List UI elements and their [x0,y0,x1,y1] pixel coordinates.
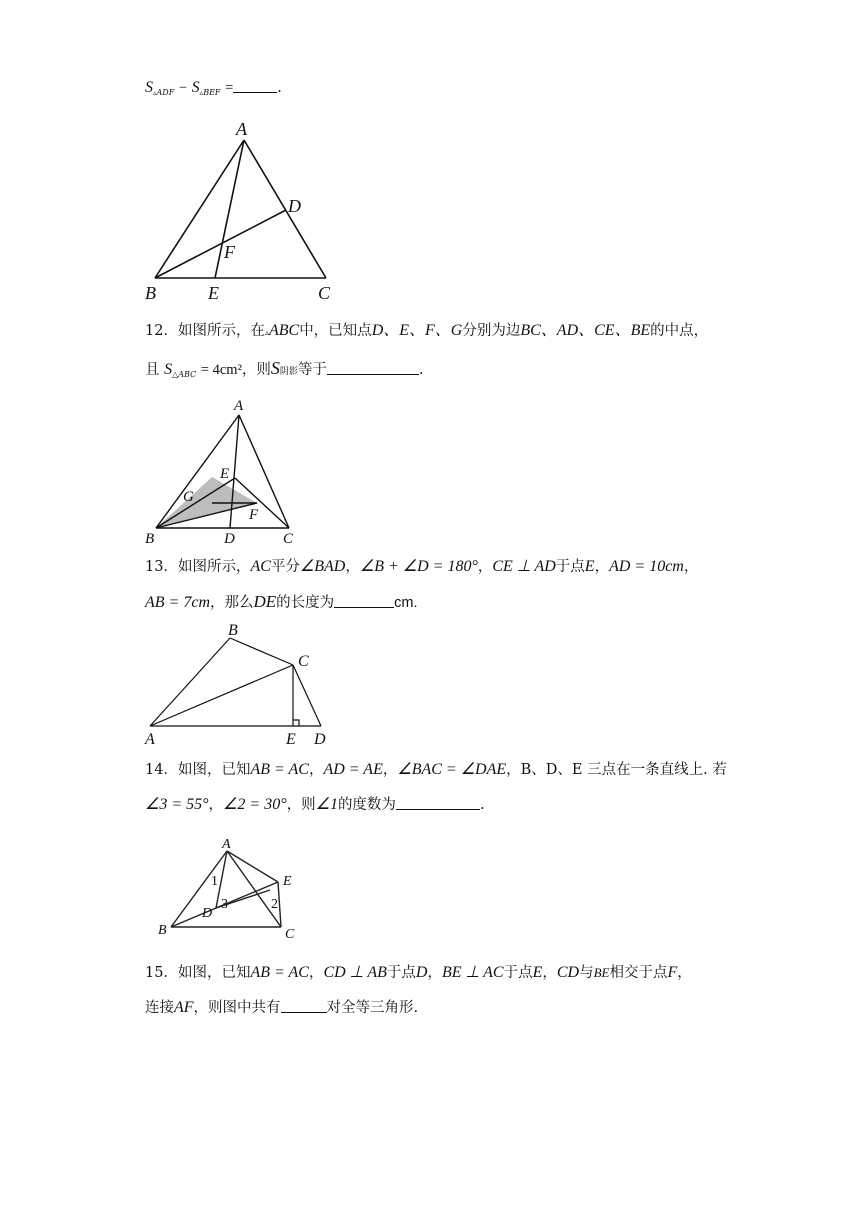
q12-line1: 12．如图所示，在▵ABC中，已知点D、E、F、G分别为边BC、AD、CE、BE的中点， [145,322,709,339]
text: 中，已知点 [299,323,372,339]
label-F: F [249,507,259,523]
area-subscript: ADF [156,88,175,97]
label-F: F [224,242,235,262]
segment: CD [556,964,580,981]
point-names: D、E、F、G [371,322,463,339]
figure-quadrilateral-abcd [140,618,340,748]
label-D: D [202,906,213,921]
text: 于点 [555,559,585,575]
area-subscript: 阴影 [279,367,298,377]
label-E: E [283,874,292,889]
unit: cm. [394,595,418,611]
text: ，B、D、E 三点在一条直线上. 若 [506,762,727,778]
text: 于点 [386,965,416,981]
equation: AB = AC [250,964,309,981]
label-C: C [285,927,295,942]
point: D [415,964,428,981]
label-D: D [314,731,326,748]
label-A: A [234,398,244,414]
triangle-name: ABC [268,322,300,339]
text: ， [427,965,442,981]
label-B: B [228,622,238,639]
side-names: BC、AD、CE、BE [520,322,651,339]
label-E: E [208,283,219,303]
label-E: E [220,466,230,482]
angle: ∠BAD [299,558,346,575]
text: ， [382,762,398,778]
text: ，那么 [210,595,254,611]
q15-line2 [145,998,418,1018]
text: ，则 [241,362,271,378]
label-A: A [222,837,231,852]
text: ， [477,559,493,575]
question-number: 14． [145,762,178,778]
label-C: C [318,283,331,303]
text: ， [345,559,360,575]
perpendicular: BE ⊥ AC [441,964,504,981]
answer-blank[interactable] [281,1000,327,1013]
length: AD = 10cm [609,558,684,575]
text: 分别为边 [462,323,521,339]
period: . [418,362,424,378]
point: E [584,558,595,575]
segment: AC [250,558,271,575]
q11-formula: $S_{▵ADF} - S_{▵BEF}$ = . [145,79,282,97]
answer-blank[interactable] [396,797,480,810]
text: 与 [579,965,594,981]
label-C: C [283,531,294,547]
text: ， [594,559,610,575]
label-E: E [286,731,296,748]
figure-triangle-midpoints [140,395,310,547]
area-symbol: S [270,358,280,378]
label-D: D [288,196,301,216]
label-C: C [298,653,309,670]
point: E [532,964,543,981]
equation: AB = AC [250,761,309,778]
label-A: A [145,731,155,748]
angle-2-label: 2 [271,897,278,912]
text: ， [308,965,324,981]
text: 如图，已知 [177,965,251,981]
text: 于点 [503,965,533,981]
angle: ∠1 [315,796,338,813]
label-G: G [183,489,194,505]
label-A: A [236,119,247,139]
text: 如图所示， [177,559,251,575]
q14-line2 [145,795,485,815]
angle-equation: ∠B + ∠D = 180° [359,558,478,575]
answer-blank[interactable] [233,80,277,93]
angle-equation: ∠BAC = ∠DAE [397,761,507,778]
text: 的中点， [650,323,709,339]
text: 连接 [145,1000,174,1016]
area-symbol: S [191,79,200,96]
question-number: 15． [145,965,178,981]
text: ，则 [286,797,316,813]
text: ， [683,559,699,575]
perpendicular: CD ⊥ AB [323,964,387,981]
segment: DE [253,592,277,611]
period: . [277,80,282,96]
area-value: = 4cm² [200,362,242,378]
angle-3-label: 3 [221,897,228,912]
angle-1-label: 1 [211,874,218,889]
text: 相交于点 [609,965,668,981]
text: 且 [145,362,160,378]
segment: BE [593,965,610,980]
q13-line2 [145,592,418,613]
segment: AF [174,999,194,1016]
question-number: 12． [145,323,178,339]
area-symbol: S [164,361,173,378]
label-D: D [224,531,235,547]
minus-sign: − [178,80,188,96]
question-number: 13． [145,559,178,575]
q12-line2 [145,358,424,385]
length: AB = 7cm [145,594,210,611]
period: . [479,797,485,813]
answer-blank[interactable] [334,595,394,608]
angle-value: ∠3 = 55° [145,796,209,813]
text: 的长度为 [276,595,335,611]
text: ， [677,965,692,981]
label-B: B [145,531,155,547]
text: 的度数为 [337,797,396,813]
text: 如图，已知 [177,762,251,778]
figure-triangle-abc-cevians [140,115,340,305]
point: F [667,964,678,981]
q13-line1 [145,557,698,577]
text: 平分 [270,559,300,575]
angle-value: ∠2 = 30° [223,796,287,813]
equation: AD = AE [323,761,383,778]
text: 如图所示，在 [177,323,265,339]
q14-line1 [145,760,727,780]
answer-blank[interactable] [327,362,419,375]
text: 等于 [297,362,327,378]
text: 对全等三角形. [326,1000,419,1016]
q15-line1 [145,963,692,983]
label-B: B [145,283,156,303]
label-B: B [158,923,167,938]
area-symbol: S [145,79,153,96]
text: ，则图中共有 [193,1000,281,1016]
figure-rotated-triangles [150,830,310,942]
text: ， [208,797,224,813]
perpendicular: CE ⊥ AD [492,558,556,575]
text: ， [542,965,557,981]
text: ， [308,762,324,778]
area-subscript: △ABC [172,370,197,379]
equals-sign: = [225,80,234,96]
area-subscript: BEF [203,88,221,97]
